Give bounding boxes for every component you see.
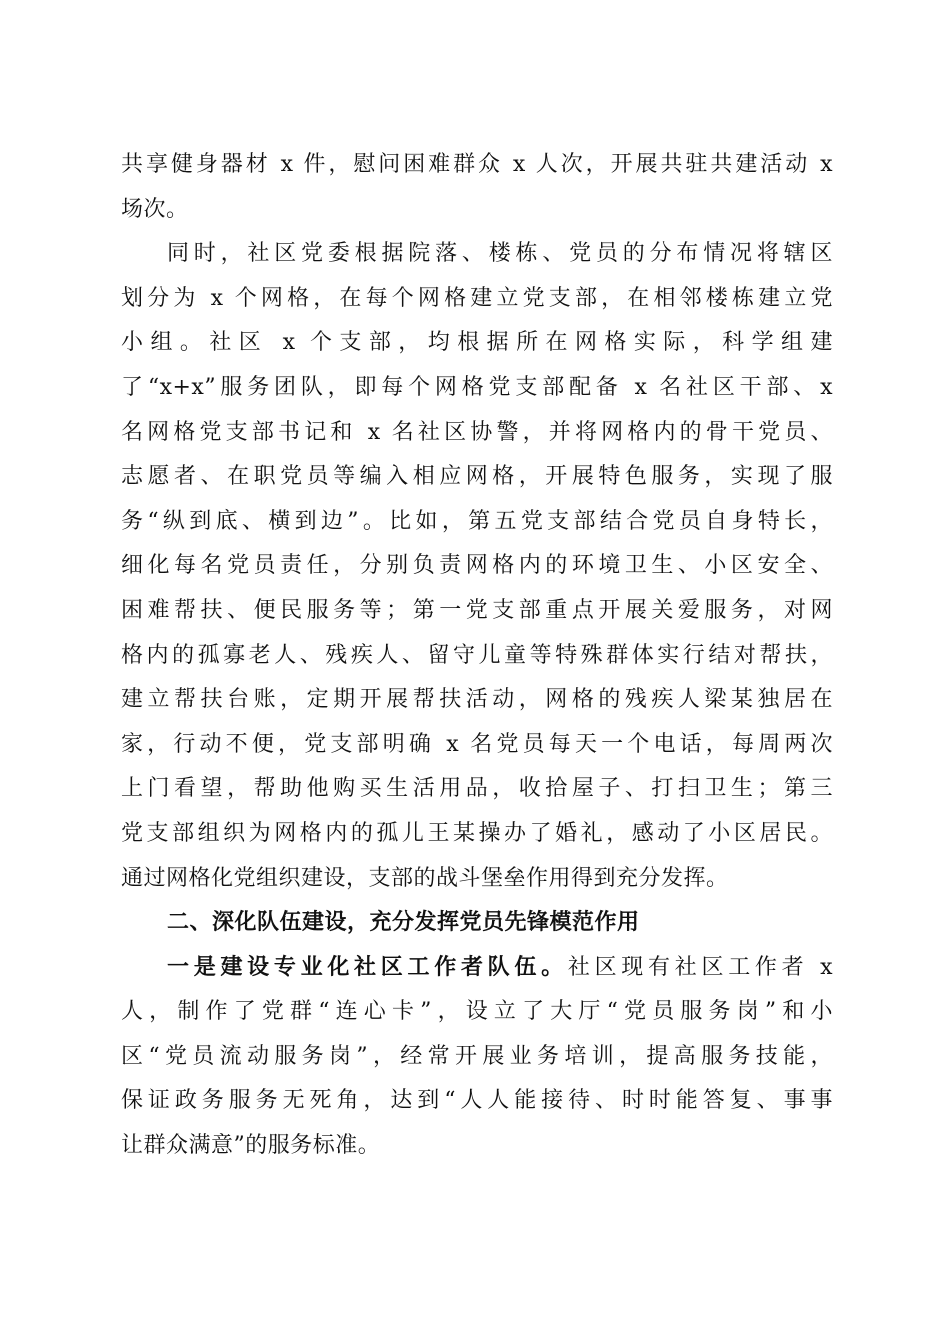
text-line: 务“纵到底、横到边”。比如，第五党支部结合党员自身特长，: [121, 508, 833, 534]
text-line: 保证政务服务无死角，达到“人人能接待、时时能答复、事事: [121, 1088, 833, 1114]
text-line: 志愿者、在职党员等编入相应网格，开展特色服务，实现了服: [121, 464, 833, 490]
text-line: 通过网格化党组织建设，支部的战斗堡垒作用得到充分发挥。: [121, 865, 729, 891]
text-line: 划分为 x 个网格，在每个网格建立党支部，在相邻楼栋建立党: [121, 285, 833, 311]
text-line: 党支部组织为网格内的孤儿王某操办了婚礼，感动了小区居民。: [121, 820, 833, 846]
text-line: 同时，社区党委根据院落、楼栋、党员的分布情况将辖区: [167, 241, 833, 267]
text-line: 家，行动不便，党支部明确 x 名党员每天一个电话，每周两次: [121, 731, 833, 757]
paragraph-2: [121, 232, 833, 901]
text-line: 名网格党支部书记和 x 名社区协警，并将网格内的骨干党员、: [121, 419, 833, 445]
text-line: 建立帮扶台账，定期开展帮扶活动，网格的残疾人梁某独居在: [121, 687, 833, 713]
text-line: 了“x+x”服务团队，即每个网格党支部配备 x 名社区干部、x: [121, 374, 833, 400]
paragraph-lead: 一是建设专业化社区工作者队伍。: [167, 954, 568, 980]
paragraph-1: [121, 143, 833, 232]
document-body: [121, 143, 833, 1169]
text-line: 小组。社区 x 个支部，均根据所在网格实际，科学组建: [121, 330, 833, 356]
text-span: 社区现有社区工作者 x: [567, 954, 833, 980]
text-line: 困难帮扶、便民服务等；第一党支部重点开展关爱服务，对网: [121, 597, 833, 623]
text-line: 让群众满意”的服务标准。: [121, 1133, 381, 1159]
text-line: 上门看望，帮助他购买生活用品，收拾屋子、打扫卫生；第三: [121, 776, 833, 802]
section-heading: 二、深化队伍建设，充分发挥党员先锋模范作用: [167, 910, 640, 936]
text-line: 区“党员流动服务岗”，经常开展业务培训，提高服务技能，: [121, 1043, 833, 1069]
text-line: 细化每名党员责任，分别负责网格内的环境卫生、小区安全、: [121, 553, 833, 579]
paragraph-3: [121, 946, 833, 1169]
text-line: 格内的孤寡老人、残疾人、留守儿童等特殊群体实行结对帮扶，: [121, 642, 833, 668]
text-line: 场次。: [121, 196, 189, 222]
text-line: [121, 946, 833, 991]
text-line: 人，制作了党群“连心卡”，设立了大厅“党员服务岗”和小: [121, 999, 833, 1025]
text-line: 共享健身器材 x 件，慰问困难群众 x 人次，开展共驻共建活动 x: [121, 152, 833, 177]
